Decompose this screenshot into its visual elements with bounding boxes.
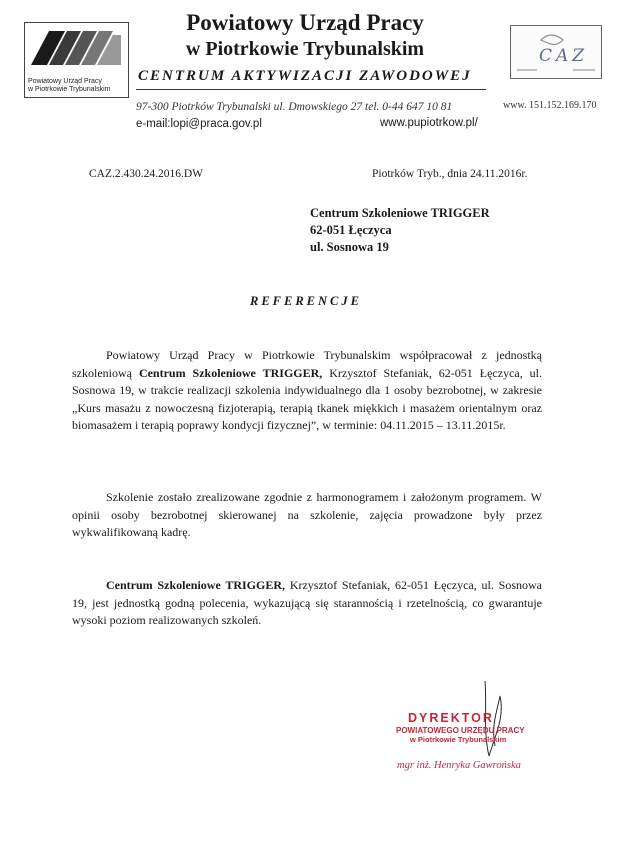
paragraph-1-bold: Centrum Szkoleniowe TRIGGER, [138,365,323,380]
web-ip: www. 151.152.169.170 [503,100,597,111]
logo-caption-line1: Powiatowy Urząd Pracy [28,78,102,85]
paragraph-1 [72,347,542,435]
caz-logo-text: CAZ [539,46,589,66]
caz-logo [510,25,602,79]
recipient-line1: Centrum Szkoleniowe TRIGGER [310,206,490,220]
paragraph-3 [72,577,542,630]
pup-logo [24,22,129,98]
paragraph-3-bold: Centrum Szkoleniowe TRIGGER, [106,578,286,592]
document-title: REFERENCJE [250,294,362,308]
recipient-line3: ul. Sosnowa 19 [310,240,389,254]
org-name-line1: Powiatowy Urząd Pracy [186,10,424,35]
recipient-line2: 62-051 Łęczyca [310,223,392,237]
pup-logo-graphic [27,25,124,71]
caz-title: CENTRUM AKTYWIZACJI ZAWODOWEJ [138,68,472,84]
stamp-institution: POWIATOWEGO URZĘDU PRACY [396,726,525,735]
org-name-line2: w Piotrkowie Trybunalskim [185,38,425,60]
org-address: 97-300 Piotrków Trybunalski ul. Dmowskiego 27 tel. 0-44 647 10 81 [136,101,453,113]
paragraph-2 [72,489,542,542]
stamp-signer: mgr inż. Henryka Gawrońska [397,760,521,771]
logo-caption-line2: w Piotrkowie Trybunalskim [28,86,111,93]
org-email: e-mail:lopi@praca.gov.pl [136,118,262,130]
paragraph-1-post: Krzysztof Stefaniak, 62-051 Łęczyca, ul. Sosnowa 19, w trakcie realizacji szkolenia indywidualnego dla 1 osoby bezrobotnej, w zakresie „Kurs masażu z nowoczesną fizjoterapią, terapią tkanek miękkich i masażem orientalnym oraz biomasażem i terapią poprawy kondycji fizycznej”, w terminie: 04.11.2015 – 13.11.2015r. [72,365,543,432]
recipient-address [310,205,490,256]
stamp-title: DYREKTOR [408,711,494,725]
header-divider [136,89,486,90]
paragraph-3-post: Krzysztof Stefaniak, 62-051 Łęczyca, ul. Sosnowa 19, jest jednostką godną polecenia, wykazującą się starannością i rzetelnością, co gwarantuje wysoki poziom realizowanych szkoleń. [72,578,542,627]
paragraph-1-pre: Powiatowy Urząd Pracy w Piotrkowie Trybunalskim współpracował z jednostką szkoleniową [72,348,542,380]
paragraph-2-text: Szkolenie zostało zrealizowane zgodnie z harmonogramem i założonym programem. W opinii osoby bezrobotnej skierowanej na szkolenie, zajęcia prowadzone były przez wykwalifikowaną kadrę. [72,490,542,539]
reference-number: CAZ.2.430.24.2016.DW [89,168,204,180]
org-website: www.pupiotrkow.pl/ [380,117,478,129]
stamp-location: w Piotrkowie Trybunalskim [410,735,507,744]
place-date: Piotrków Tryb., dnia 24.11.2016r. [372,168,528,180]
